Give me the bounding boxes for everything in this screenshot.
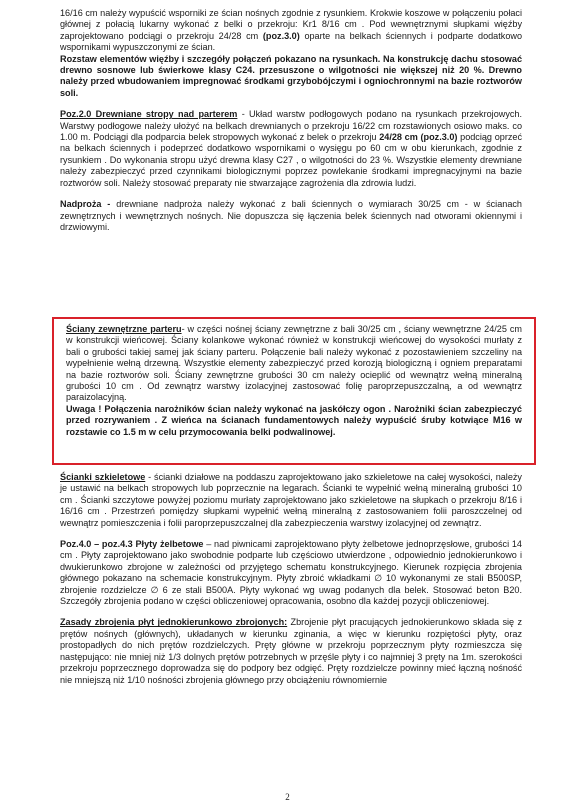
text: - w części nośnej ściany zewnętrzne z bali 30/25 cm , ściany wewnętrzne 24/25 cm w konstrukcji wieńcowej. Ściany kolankowe wykonać również w konstrukcji wieńcowej do wysokości murłaty z bali o grubości takiej samej jak ściany parteru. Połączenie bali należy wykonać z pozostawieniem szczeliny na wypełnienie wełną drzewną. Wszystkie elementy zabezpieczyć przed korozją biologiczną i ogniem preparatami na bazie roztworów soli. Ściany zewnętrzne grubości 30 cm należy ocieplić od wewnątrz wełną mineralną grubości 10 cm . Od zewnątrz warstwy izolacyjnej zastosować folię paroprzepuszczalną, a od wewnątrz paraizolacyjną. <box>66 324 522 403</box>
text: oparte na belkach ściennych i podparte dodatkowo wspornikami wypuszczonymi ze ścian. <box>60 30 522 53</box>
section-heading: Ściany zewnętrzne parteru <box>66 324 182 334</box>
text: Zbrojenie płyt pracujących jednokierunkowo składa się z prętów nośnych (głównych), układanych w kierunku zginania, a więc w kierunku rozpiętości płyty, oraz prostopadłych do nich prętów rozdzielczych. Pręty główne w przekroju poprzecznym płyty rozmieszcza się następująco: nie mniej niż 1/3 dolnych prętów potrzebnych w przęśle płyty i co najmniej 3 pręty na 1m. szerokości przekroju poprzecznego doprowadza się do podpory bez odgięć. Pręty rozdzielcze powinny mieć łączną nośność nie mniejszą niż 1/10 nośności zbrojenia głównego przy obciążeniu równomiernie <box>60 617 523 685</box>
highlighted-section <box>66 324 522 438</box>
document-body-lower <box>60 472 522 686</box>
section-heading: Poz.2.0 Drewniane stropy nad parterem <box>60 109 238 120</box>
text: 16/16 cm należy wypuścić wsporniki ze ścian nośnych zgodnie z rysunkiem. Krokwie koszowe w połączeniu połaci głównej z połacią lukarny wykonać z belki o przekroju: Kr1 8/16 cm . Pod wewnętrznymi słupkami więźby zaprojektowano podciągi o przekroju 24/28 cm <box>60 8 522 41</box>
bold-ref: 24/28 cm (poz.3.0) <box>379 132 458 143</box>
text: drewniane nadproża należy wykonać z bali ściennych o wymiarach 30/25 cm - w ścianach zewnętrznych i wewnętrznych nośnych. Nie dopuszcza się łączenia belek ściennych nad otworami okiennymi i drzwiowymi. <box>60 199 522 232</box>
section-heading: Nadproża - <box>60 199 111 210</box>
paragraph-reinforcement <box>60 617 522 685</box>
paragraph-roof-supports <box>60 8 522 54</box>
section-heading: Poz.4.0 – poz.4.3 Płyty żelbetowe <box>60 539 204 550</box>
section-heading: Zasady zbrojenia płyt jednokierunkowo zbrojonych: <box>60 617 288 628</box>
paragraph-floors <box>60 109 522 189</box>
document-body <box>60 8 522 233</box>
page-number: 2 <box>285 792 290 802</box>
section-heading: Ścianki szkieletowe <box>60 472 146 482</box>
bold-ref: (poz.3.0) <box>262 30 300 41</box>
text: podciąg oprzeć na belkach ściennych i podeprzeć dodatkowo wspornikami o wysięgu po 60 cm w obu kierunkach, zgodnie z rysunkiem . Do wykonania stropu użyć drewna klasy C27 , o wilgotności do 23 %. Wszystkie elementy drewniane należy zabezpieczyć przed czynnikami biologicznymi poprzez powlekanie środkami impregnacyjnymi na bazie roztworów soli. Należy stosować preparaty nie stwarzające zagrożenia dla zdrowia ludzi. <box>60 132 523 188</box>
paragraph-frame-walls <box>60 472 522 529</box>
text: - Układ warstw podłogowych podano na rysunkach przekrojowych. Warstwy podłogowe należy ułożyć na belkach drewnianych o przekroju 16/22 cm rozstawionych osiowo maks. co 1.00 m. Podciągi dla podparcia belek stropowych wykonać z belek o przekroju <box>60 109 523 143</box>
text: - ścianki działowe na poddaszu zaprojektowano jako szkieletowe na całej wysokości, należy je ustawić na belkach stropowych lub poprzecznie na legarach. Ścianki te wypełnić wełną mineralną grubości 10 cm . Ścianki szczytowe powyżej poziomu murłaty zaprojektowano jako szkieletowe na słupkach o przekroju 8/16 i 16/16 cm . Przestrzeń pomiędzy słupkami wypełnić wełną mineralną z zastosowaniem folii paroszczelnej od wewnątrz pomieszczenia i folii paroprzepuszczalnej dla zabezpieczenia warstwy izolacyjnej od zewnątrz. <box>60 472 522 528</box>
paragraph-exterior-walls <box>66 324 522 404</box>
paragraph-roof-materials: Rozstaw elementów więźby i szczegóły połączeń pokazano na rysunkach. Na konstrukcję dachu stosować drewno sosnowe lub świerkowe klasy C24. przesuszone o wilgotności nie większej niż 20 %. Drewno należy przed wbudowaniem impregnować środkami grzybobójczymi i ogniochronnymi na bazie roztworów soli. <box>60 53 522 98</box>
paragraph-slabs <box>60 539 522 607</box>
paragraph-lintels <box>60 199 522 233</box>
paragraph-warning: Uwaga ! Połączenia narożników ścian należy wykonać na jaskółczy ogon . Narożniki ścian zabezpieczyć przed rozrywaniem . Z wieńca na ścianach fundamentowych należy wypuścić śruby kotwiące M16 w rozstawie co 1.5 m w celu przymocowania belki podwalinowej. <box>66 403 522 437</box>
text: – nad piwnicami zaprojektowano płyty żelbetowe jednoprzęsłowe, grubości 14 cm . Płyty zaprojektowano jako swobodnie podparte lub częściowo utwierdzone , odpowiednio jednokierunkowo i dwukierunkowo zbrojone w zależności od przyjętego schematu konstrukcyjnego. Kierunek rozpięcia zbrojenia głównego pokazano na schemacie konstrukcyjnym. Płyty zbroić wkładkami ∅ 10 wykonanymi ze stali B500SP, zbrojenie rozdzielcze ∅ 6 ze stali B500A. Płyty wykonać wg uwag podanych dla belek. Stosować beton B20. Szczegóły zbrojenia podano w części obliczeniowej opracowania, osobno dla każdej pozycji obliczeniowej. <box>60 539 522 607</box>
